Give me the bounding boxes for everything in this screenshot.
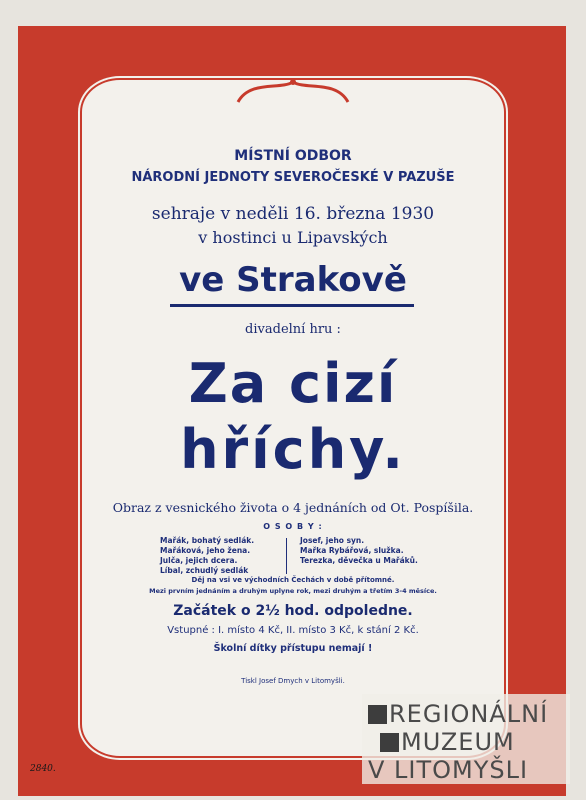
cast-member: Mařák, bohatý sedlák. [160, 536, 255, 545]
header-line2: NÁRODNÍ JEDNOTY SEVEROČESKÉ V PAZUŠE [131, 170, 455, 185]
cast-member: Josef, jeho syn. [300, 536, 365, 545]
act-note: Mezi prvním jednáním a druhým uplyne rok, mezi druhým a třetím 3-4 měsíce. [149, 587, 437, 595]
printer-credit: Tiskl Josef Dmych v Litomyšli. [241, 677, 345, 685]
watermark-line1: REGIONÁLNÍ [368, 700, 548, 728]
place-name: ve Strakově [179, 260, 407, 300]
play-title-line1: Za cizí [188, 352, 398, 415]
header-line1: MÍSTNÍ ODBOR [234, 148, 352, 164]
subtitle: Obraz z vesnického života o 4 jednáních od Ot. Pospíšila. [112, 500, 474, 515]
date-line: sehraje v neděli 16. března 1930 [151, 204, 435, 224]
logo-square-icon [380, 733, 399, 752]
admission: Vstupné : I. místo 4 Kč, II. místo 3 Kč, k stání 2 Kč. [167, 625, 419, 636]
play-intro: divadelní hru : [245, 322, 341, 337]
catalog-number: 2840. [30, 764, 56, 774]
place-underline [170, 304, 414, 307]
museum-watermark [362, 694, 570, 784]
play-title-line2: hříchy. [180, 418, 406, 481]
start-time: Začátek o 2½ hod. odpoledne. [173, 603, 413, 619]
cast-member: Terezka, děvečka u Mařáků. [300, 556, 418, 565]
watermark-line3: V LITOMYŠLI [368, 756, 529, 784]
children-note: Školní dítky přístupu nemají ! [213, 643, 373, 654]
watermark-line2: MUZEUM [380, 728, 515, 756]
cast-member: Líbal, zchudlý sedlák [160, 566, 249, 575]
top-ornament [230, 72, 356, 112]
cast-right-list [300, 536, 440, 566]
cast-heading: O S O B Y : [263, 522, 323, 531]
cast-divider [286, 538, 287, 574]
cast-member: Julča, jejich dcera. [160, 556, 238, 565]
cast-left-list [160, 536, 290, 576]
venue-line: v hostinci u Lipavských [198, 228, 388, 247]
cast-member: Mařka Rybářová, služka. [300, 546, 404, 555]
scene-note: Děj na vsi ve východních Čechách v době přítomné. [191, 576, 395, 584]
logo-square-icon [368, 705, 387, 724]
cast-member: Mařáková, jeho žena. [160, 546, 251, 555]
